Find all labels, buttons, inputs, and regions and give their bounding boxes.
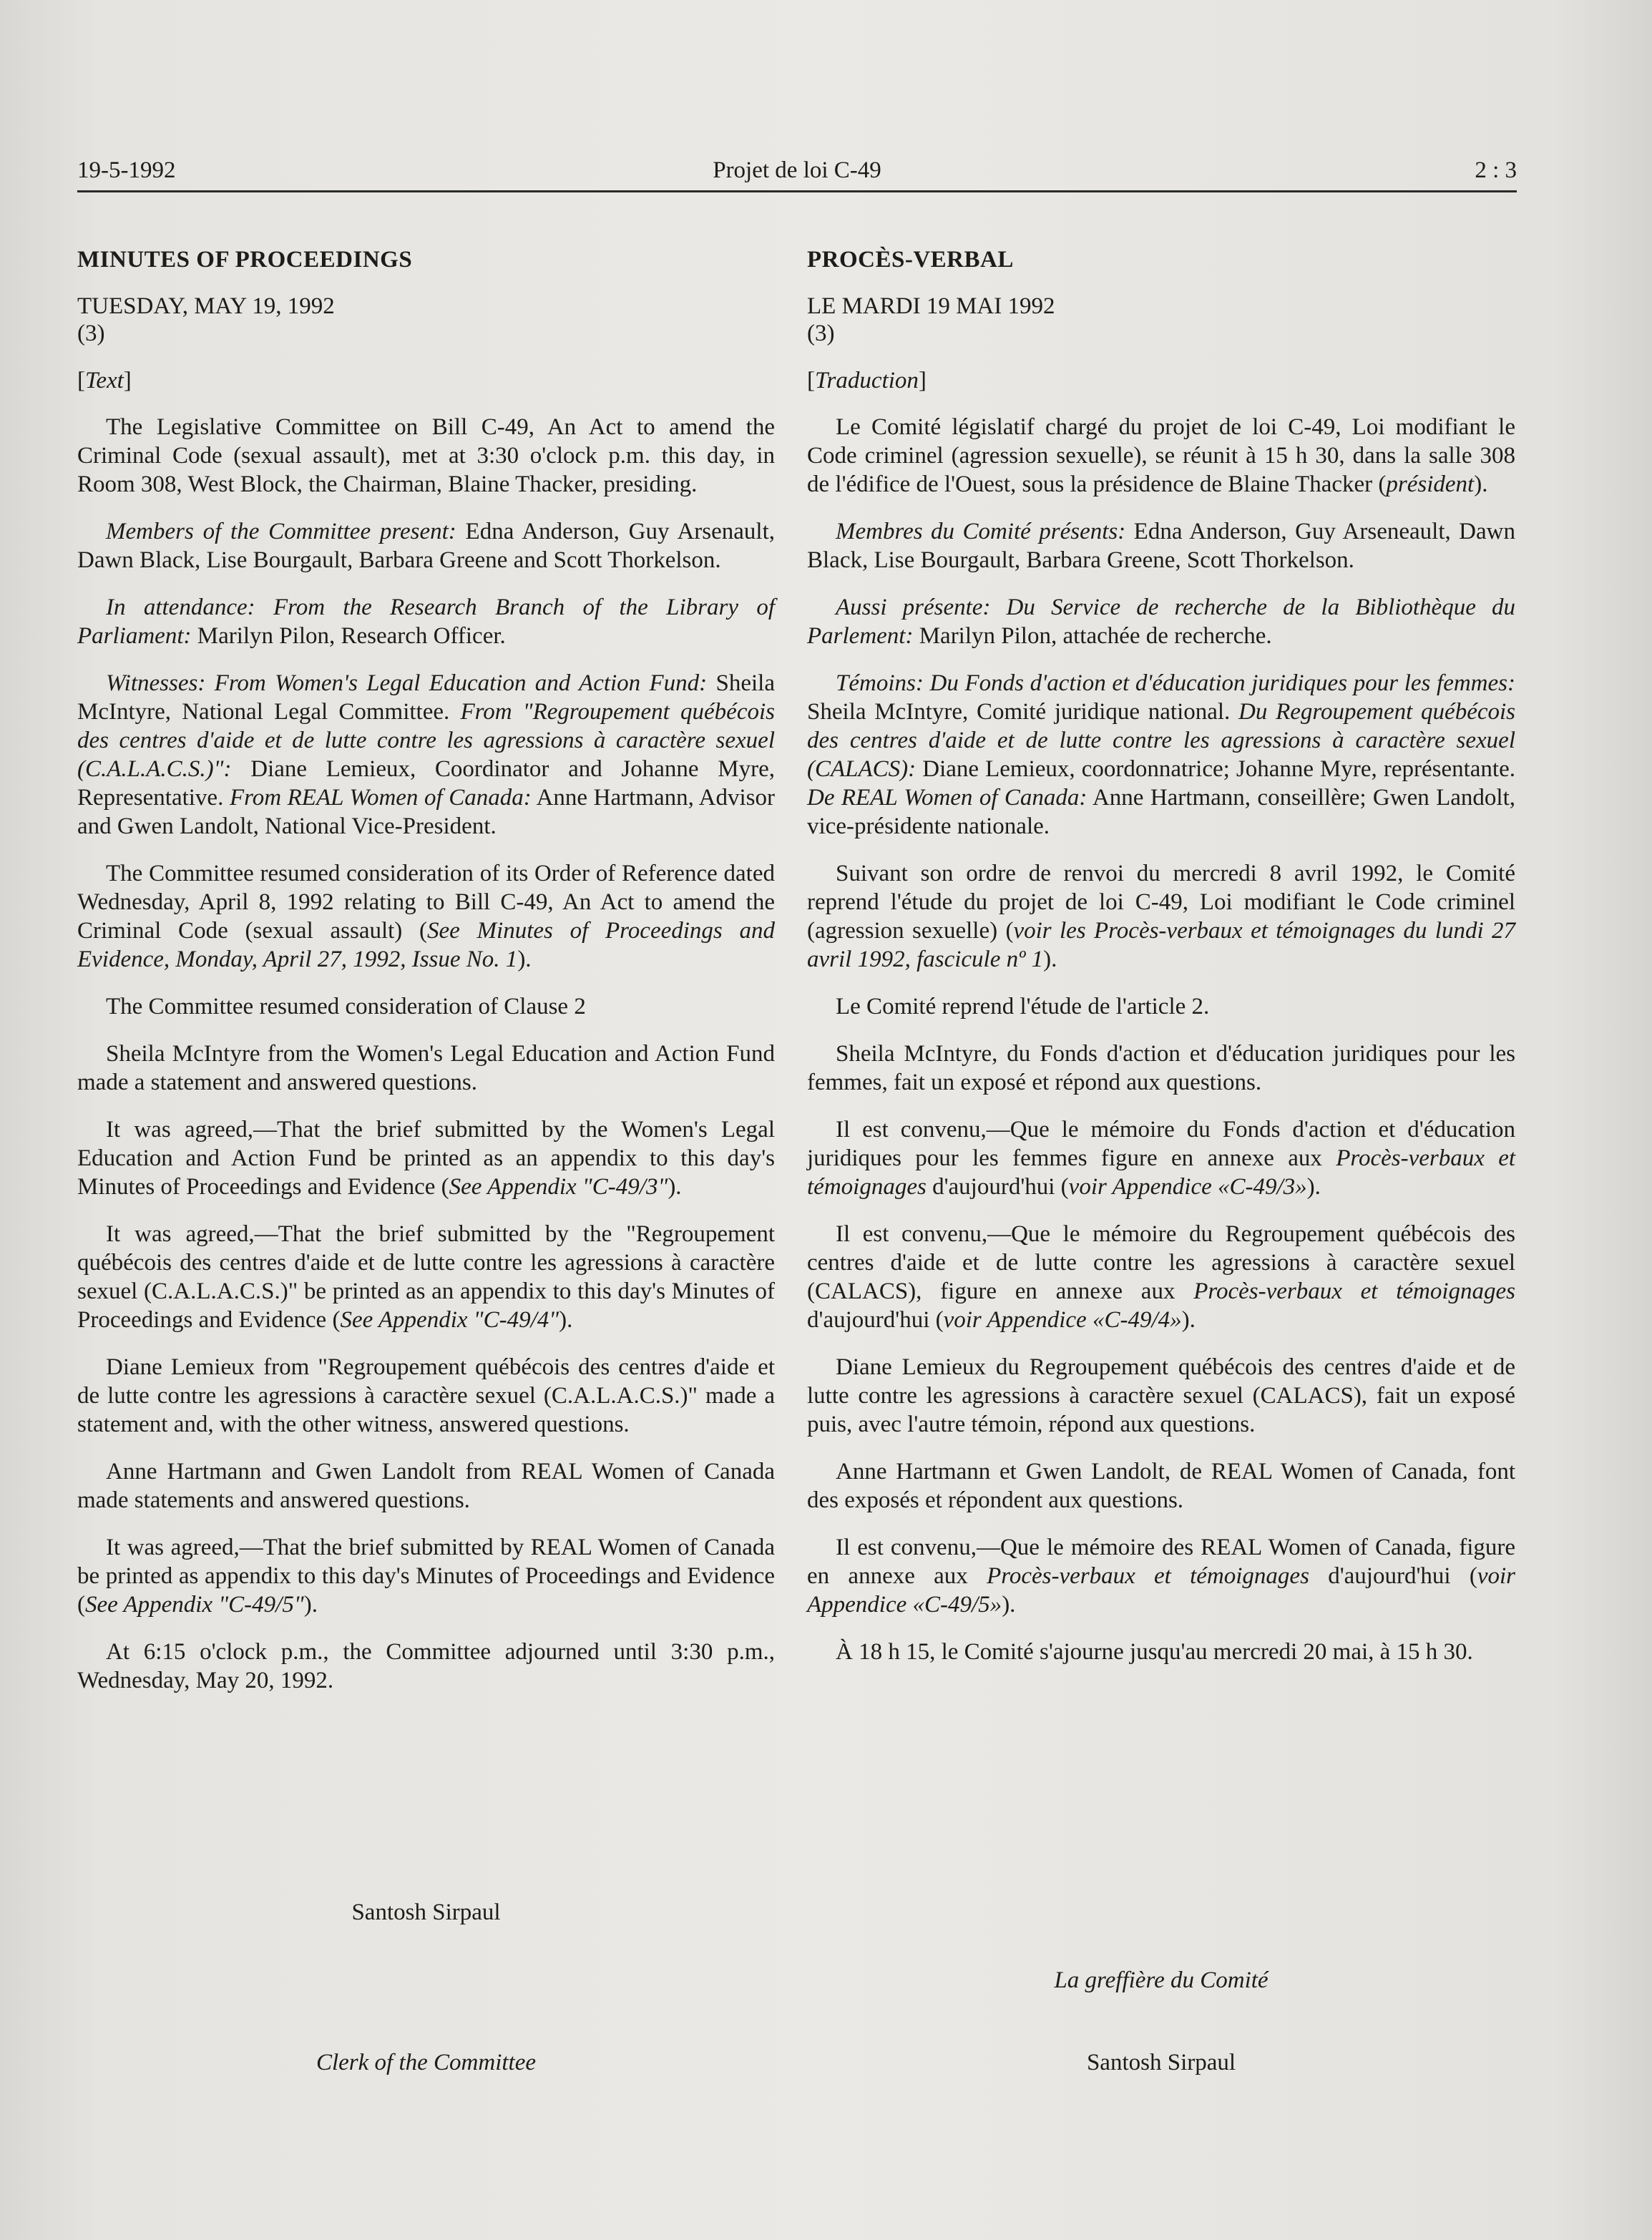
french-mcintyre-statement: Sheila McIntyre, du Fonds d'action et d'éducation juridiques pour les femmes, fait un exposé et répond aux questions. (807, 1040, 1515, 1095)
header-page-number: 2 : 3 (1475, 157, 1517, 183)
english-meeting-number: (3) (77, 320, 105, 346)
french-agreed-appendix-3: Il est convenu,—Que le mémoire du Fonds d'action et d'éducation juridiques pour les femmes figure en annexe aux Procès-verbaux et témoignages d'aujourd'hui (voir Appendice «C-49/3»). (807, 1116, 1516, 1200)
french-real-women-statement: Anne Hartmann et Gwen Landolt, de REAL Women of Canada, font des exposés et répondent aux questions. (807, 1458, 1515, 1513)
english-agreed-appendix-3: It was agreed,—That the brief submitted by the Women's Legal Education and Action Fund be printed as an appendix to this day's Minutes of Proceedings and Evidence (See Appendix "C-49/3"). (77, 1116, 775, 1200)
french-in-attendance: Aussi présente: Du Service de recherche de la Bibliothèque du Parlement: Marilyn Pilon, attachée de recherche. (807, 594, 1515, 649)
english-in-attendance: In attendance: From the Research Branch of the Library of Parliament: Marilyn Pilon, Research Officer. (77, 594, 775, 649)
french-column (807, 247, 1516, 2075)
french-adjournment: À 18 h 15, le Comité s'ajourne jusqu'au mercredi 20 mai, à 15 h 30. (836, 1638, 1473, 1665)
english-witnesses: Witnesses: From Women's Legal Education and Action Fund: Sheila McIntyre, National Legal Committee. From "Regroupement québécois des centres d'aide et de lutte contre les agressions à caractère sexuel (C.A.L.A.C.S.)": Diane Lemieux, Coordinator and Johanne Myre, Representative. From REAL Women of Canada: Anne Hartmann, Advisor and Gwen Landolt, National Vice-President. (77, 670, 775, 839)
french-opening-paragraph: Le Comité législatif chargé du projet de loi C-49, Loi modifiant le Code criminel (agression sexuelle), se réunit à 15 h 30, dans la salle 308 de l'édifice de l'Ouest, sous la présidence de Blaine Thacker (président). (807, 414, 1515, 497)
french-agreed-appendix-5: Il est convenu,—Que le mémoire des REAL Women of Canada, figure en annexe aux Procès-verbaux et témoignages d'aujourd'hui (voir Appendice «C-49/5»). (807, 1534, 1515, 1618)
english-clerk-title: Clerk of the Committee (316, 2050, 537, 2075)
english-agreed-appendix-4: It was agreed,—That the brief submitted by the "Regroupement québécois des centres d'aide et de lutte contre les agressions à caractère sexuel (C.A.L.A.C.S.)" be printed as an appendix to this day's Minutes of Proceedings and Evidence (See Appendix "C-49/4"). (77, 1221, 775, 1333)
english-real-women-statement: Anne Hartmann and Gwen Landolt from REAL Women of Canada made statements and answered questions. (77, 1458, 775, 1513)
french-heading: PROCÈS-VERBAL (807, 247, 1014, 273)
english-opening-paragraph: The Legislative Committee on Bill C-49, An Act to amend the Criminal Code (sexual assault), met at 3:30 o'clock p.m. this day, in Room 308, West Block, the Chairman, Blaine Thacker, presiding. (77, 414, 775, 497)
french-clerk-name: Santosh Sirpaul (1086, 2050, 1236, 2075)
french-clerk-title: La greffière du Comité (1054, 1967, 1269, 1993)
english-heading: MINUTES OF PROCEEDINGS (77, 247, 413, 273)
english-adjournment: At 6:15 o'clock p.m., the Committee adjourned until 3:30 p.m., Wednesday, May 20, 1992. (77, 1638, 775, 1693)
french-members-present: Membres du Comité présents: Edna Anderson, Guy Arseneault, Dawn Black, Lise Bourgault, Barbara Greene, Scott Thorkelson. (807, 518, 1515, 573)
french-meeting-date: LE MARDI 19 MAI 1992 (807, 293, 1055, 319)
running-header (77, 152, 1517, 192)
english-lemieux-statement: Diane Lemieux from "Regroupement québécois des centres d'aide et de lutte contre les agressions à caractère sexuel (C.A.L.A.C.S.)" made a statement and, with the other witness, answered questions. (77, 1354, 775, 1437)
header-date: 19-5-1992 (77, 157, 176, 183)
english-members-present: Members of the Committee present: Edna Anderson, Guy Arsenault, Dawn Black, Lise Bourgault, Barbara Greene and Scott Thorkelson. (77, 518, 775, 573)
french-meeting-number: (3) (807, 320, 835, 346)
french-order-of-reference: Suivant son ordre de renvoi du mercredi 8 avril 1992, le Comité reprend l'étude du projet de loi C-49, Loi modifiant le Code criminel (agression sexuelle) (voir les Procès-verbaux et témoignages du lundi 27 avril 1992, fascicule nº 1). (807, 860, 1515, 972)
french-clause-resumed: Le Comité reprend l'étude de l'article 2. (836, 993, 1210, 1019)
english-clause-resumed: The Committee resumed consideration of Clause 2 (106, 993, 586, 1019)
french-lemieux-statement: Diane Lemieux du Regroupement québécois des centres d'aide et de lutte contre les agressions à caractère sexuel (CALACS), fait un exposé puis, avec l'autre témoin, répond aux questions. (807, 1354, 1515, 1437)
english-meeting-date: TUESDAY, MAY 19, 1992 (77, 293, 335, 319)
french-witnesses: Témoins: Du Fonds d'action et d'éducation juridiques pour les femmes: Sheila McIntyre, Comité juridique national. Du Regroupement québécois des centres d'aide et de lutte contre les agressions à caractère sexuel (CALACS): Diane Lemieux, coordonnatrice; Johanne Myre, représentante. De REAL Women of Canada: Anne Hartmann, conseillère; Gwen Landolt, vice-présidente nationale. (807, 670, 1516, 839)
french-agreed-appendix-4: Il est convenu,—Que le mémoire du Regroupement québécois des centres d'aide et de lutte contre les agressions à caractère sexuel (CALACS), figure en annexe aux Procès-verbaux et témoignages d'aujourd'hui (voir Appendice «C-49/4»). (807, 1221, 1516, 1333)
english-clerk-name: Santosh Sirpaul (351, 1899, 501, 1925)
english-language-tag: [Text] (77, 367, 132, 393)
french-language-tag: [Traduction] (807, 367, 927, 393)
header-title: Projet de loi C-49 (713, 157, 881, 183)
english-mcintyre-statement: Sheila McIntyre from the Women's Legal Education and Action Fund made a statement and answered questions. (77, 1040, 775, 1095)
english-order-of-reference: The Committee resumed consideration of its Order of Reference dated Wednesday, April 8, 1992 relating to Bill C-49, An Act to amend the Criminal Code (sexual assault) (See Minutes of Proceedings and Evidence, Monday, April 27, 1992, Issue No. 1). (77, 860, 775, 972)
english-column (77, 247, 775, 2075)
english-agreed-appendix-5: It was agreed,—That the brief submitted by REAL Women of Canada be printed as appendix to this day's Minutes of Proceedings and Evidence (See Appendix "C-49/5"). (77, 1534, 775, 1618)
